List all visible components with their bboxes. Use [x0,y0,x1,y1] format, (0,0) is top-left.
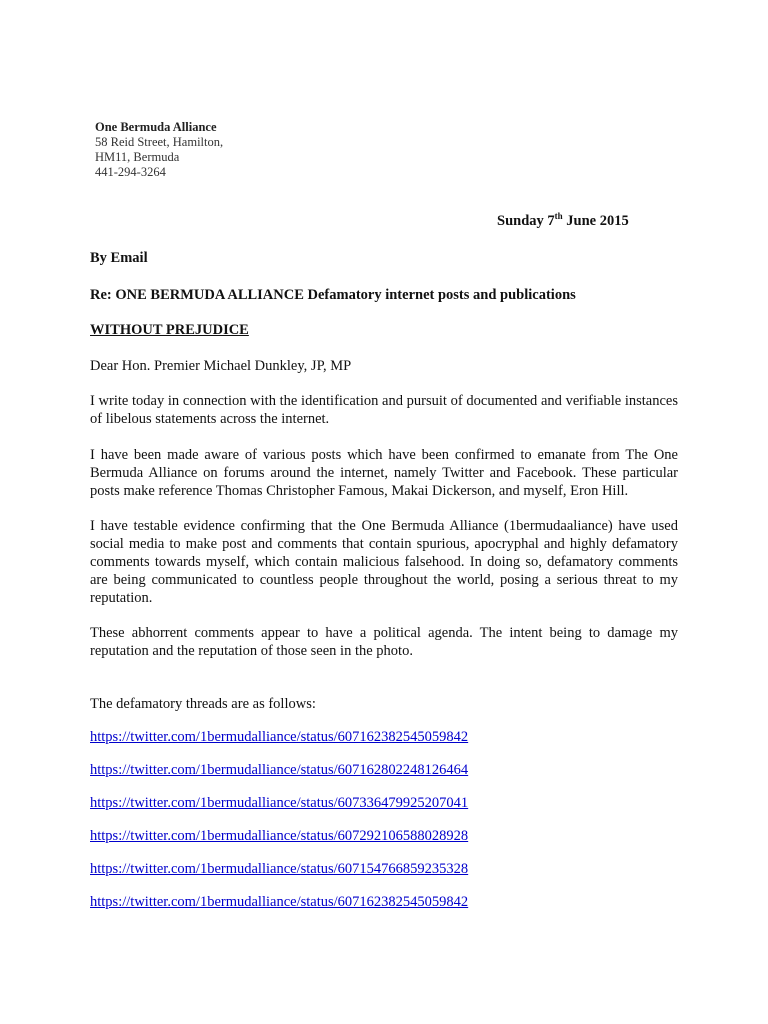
date-day: Sunday 7 [497,213,555,229]
date-month-year: June 2015 [562,213,629,229]
thread-links-list [90,728,690,926]
threads-intro: The defamatory threads are as follows: [90,696,316,712]
thread-link-2[interactable]: https://twitter.com/1bermudalliance/status/607162802248126464 [90,762,469,778]
salutation: Dear Hon. Premier Michael Dunkley, JP, MP [90,358,352,374]
paragraph-3: I have testable evidence confirming that the One Bermuda Alliance (1bermudaaliance) have used social media to make post and comments that contain spurious, apocryphal and highly defamatory comments towards myself, which contain malicious falsehood. In doing so, defamatory comments are being communicated to countless people throughout the world, posing a serious threat to my reputation. [90,518,678,606]
paragraph-2: I have been made aware of various posts which have been confirmed to emanate from The One Bermuda Alliance on forums around the internet, namely Twitter and Facebook. These particular posts make reference Thomas Christopher Famous, Makai Dickerson, and myself, Eron Hill. [90,447,678,499]
by-email-label: By Email [90,250,148,266]
sender-address-line-1: 58 Reid Street, Hamilton, [95,135,224,149]
sender-address-line-2: HM11, Bermuda [95,150,180,164]
thread-link-4[interactable]: https://twitter.com/1bermudalliance/status/607292106588028928 [90,828,469,844]
subject-line: Re: ONE BERMUDA ALLIANCE Defamatory internet posts and publications [90,287,576,303]
sender-block [95,120,223,180]
thread-link-5[interactable]: https://twitter.com/1bermudalliance/status/607154766859235328 [90,861,469,877]
date-ordinal: th [554,211,563,221]
paragraph-4: These abhorrent comments appear to have a political agenda. The intent being to damage my reputation and the reputation of those seen in the photo. [90,625,678,659]
sender-organization: One Bermuda Alliance [95,120,217,134]
thread-link-1[interactable]: https://twitter.com/1bermudalliance/status/607162382545059842 [90,729,469,745]
paragraph-1: I write today in connection with the identification and pursuit of documented and verifiable instances of libelous statements across the internet. [90,393,678,427]
thread-link-3[interactable]: https://twitter.com/1bermudalliance/status/607336479925207041 [90,795,469,811]
without-prejudice-heading: WITHOUT PREJUDICE [90,322,249,338]
thread-link-6[interactable]: https://twitter.com/1bermudalliance/status/607162382545059842 [90,894,469,910]
letter-date [497,213,629,230]
sender-phone: 441-294-3264 [95,165,166,179]
